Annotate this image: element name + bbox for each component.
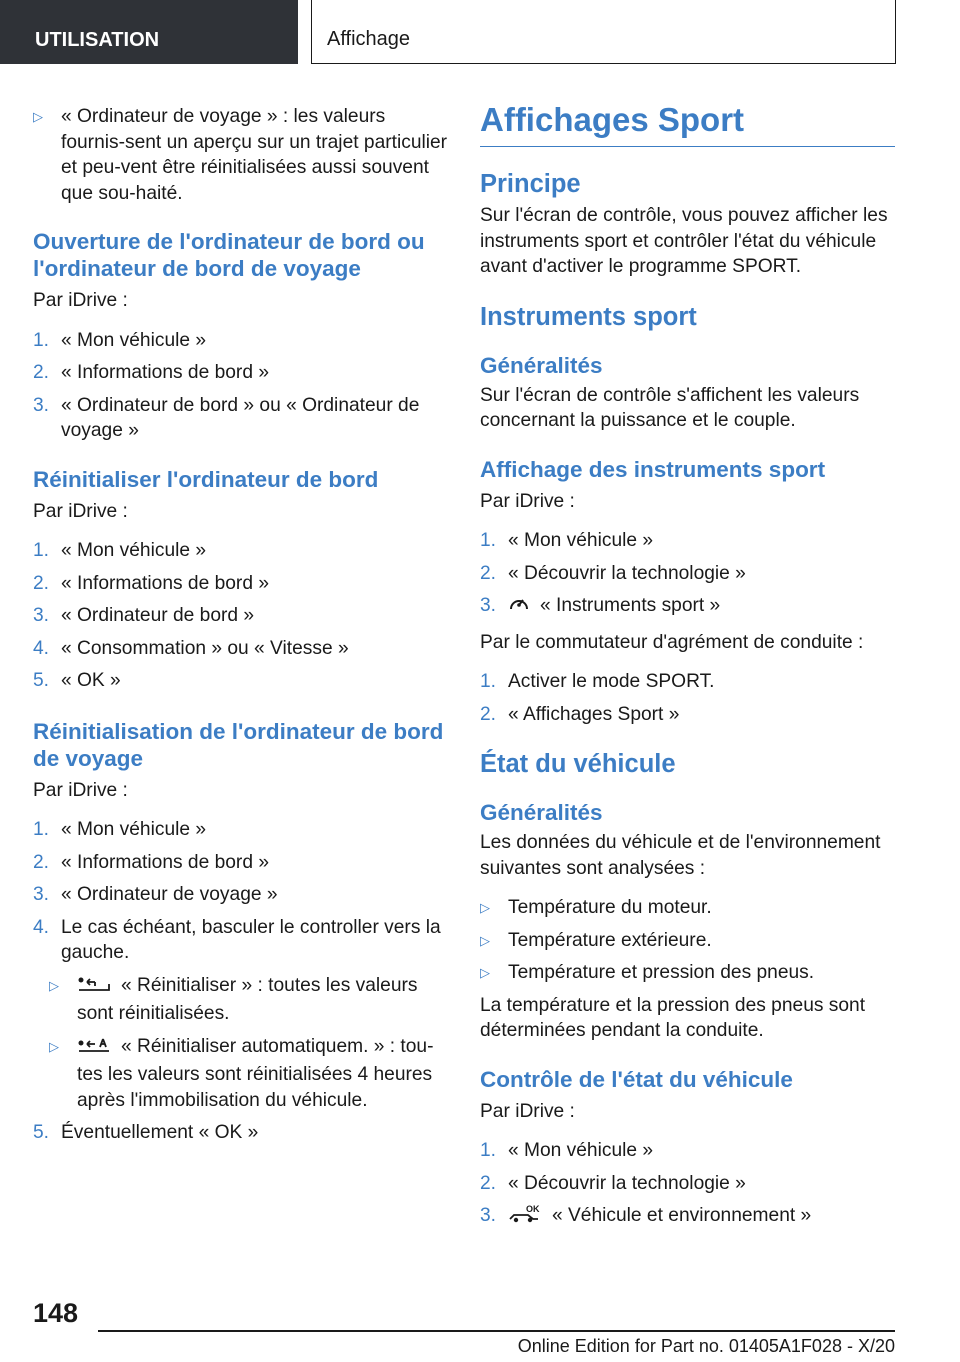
page-number: 148 xyxy=(33,1298,79,1328)
step-text: « Mon véhicule » xyxy=(61,329,207,351)
step-number: 3. xyxy=(33,605,50,626)
step-number: 3. xyxy=(480,1205,497,1226)
step-number: 1. xyxy=(480,530,497,551)
section-heading: Réinitialisation de l'ordinateur de bord de voyage xyxy=(33,718,444,771)
section-intro: Par iDrive : xyxy=(480,1100,575,1122)
subsection-heading: Généralités xyxy=(480,800,603,825)
footer-divider xyxy=(98,1330,895,1332)
section-tab: UTILISATION xyxy=(0,0,298,64)
list-item xyxy=(33,850,448,876)
car-ok-icon xyxy=(508,1204,542,1232)
step-number: 3. xyxy=(33,884,50,905)
step-text: « Véhicule et environnement » xyxy=(552,1205,812,1226)
right-column xyxy=(480,100,895,1232)
step-number: 1. xyxy=(33,329,50,351)
step-text: « Ordinateur de bord » xyxy=(61,605,255,626)
step-number: 2. xyxy=(33,572,50,594)
list-item xyxy=(33,1120,448,1146)
step-text: « Découvrir la technologie » xyxy=(508,562,746,584)
list-item xyxy=(480,960,895,986)
bullet-text: Température extérieure. xyxy=(508,929,712,951)
list-item xyxy=(480,528,895,554)
step-number: 4. xyxy=(33,637,50,659)
section-heading: État du véhicule xyxy=(480,750,676,778)
step-text: Éventuellement « OK » xyxy=(61,1122,259,1143)
edition-note: Online Edition for Part no. 01405A1F028 - X/20 xyxy=(517,1336,895,1356)
step-text: « Ordinateur de voyage » xyxy=(61,884,278,905)
step-text: « Instruments sport » xyxy=(540,595,721,616)
bullet-marker: ▷ xyxy=(49,977,59,993)
step-text: « Consommation » ou « Vitesse » xyxy=(61,637,349,659)
list-item xyxy=(33,973,448,1027)
bullet-marker: ▷ xyxy=(33,109,43,124)
step-number: 2. xyxy=(480,1172,497,1194)
list-item xyxy=(33,538,448,564)
step-text: Le cas échéant, basculer le controller vers la gauche. xyxy=(61,916,441,963)
page-header xyxy=(0,0,960,66)
step-number: 2. xyxy=(33,851,50,873)
bullet-marker: ▷ xyxy=(480,900,490,915)
step-text: Activer le mode SPORT. xyxy=(508,671,715,692)
step-number: 1. xyxy=(33,819,50,840)
step-text: « Mon véhicule » xyxy=(61,819,207,840)
step-text: « OK » xyxy=(61,670,121,691)
step-text: « Informations de bord » xyxy=(61,851,269,873)
paragraph: Par le commutateur d'agrément de conduite : xyxy=(480,631,864,653)
sub-item-text: « Réinitialiser » : toutes les valeurs sont réinitialisées. xyxy=(77,974,418,1024)
bullet-text: Température du moteur. xyxy=(508,897,712,918)
bullet-marker: ▷ xyxy=(49,1038,59,1054)
section-heading: Ouverture de l'ordinateur de bord ou l'ordinateur de bord de voyage xyxy=(33,229,425,281)
list-item xyxy=(480,1203,895,1232)
gauge-icon xyxy=(508,594,530,622)
section-intro: Par iDrive : xyxy=(33,500,128,522)
section-intro: Par iDrive : xyxy=(33,290,128,311)
list-item xyxy=(33,636,448,662)
list-item xyxy=(33,393,448,444)
svg-text:OK: OK xyxy=(526,1204,540,1214)
list-item xyxy=(480,702,895,728)
step-number: 1. xyxy=(33,540,50,561)
topic-tab: Affichage xyxy=(311,0,896,64)
step-number: 3. xyxy=(33,394,50,416)
list-item xyxy=(33,328,448,354)
list-item xyxy=(33,817,448,843)
section-intro: Par iDrive : xyxy=(33,779,128,801)
subsection-heading: Contrôle de l'état du véhicule xyxy=(480,1066,793,1092)
bullet-marker: ▷ xyxy=(480,965,490,980)
step-number: 5. xyxy=(33,1122,50,1143)
list-item xyxy=(33,1034,448,1114)
section-intro: Par iDrive : xyxy=(480,490,575,512)
step-number: 2. xyxy=(480,562,497,584)
paragraph: Les données du véhicule et de l'environnement suivantes sont analysées : xyxy=(480,832,881,879)
list-item xyxy=(33,603,448,629)
step-number: 3. xyxy=(480,595,497,616)
step-text: « Découvrir la technologie » xyxy=(508,1172,746,1194)
step-text: « Informations de bord » xyxy=(61,572,269,594)
paragraph: La température et la pression des pneus sont déterminées pendant la conduite. xyxy=(480,994,866,1041)
bullet-marker: ▷ xyxy=(480,932,490,948)
list-item xyxy=(480,1138,895,1164)
list-item xyxy=(480,928,895,954)
step-number: 5. xyxy=(33,670,50,691)
step-text: « Mon véhicule » xyxy=(61,540,207,561)
step-number: 2. xyxy=(33,362,50,383)
list-item xyxy=(480,895,895,921)
step-text: « Mon véhicule » xyxy=(508,530,654,551)
bullet-text: Température et pression des pneus. xyxy=(508,962,815,983)
list-item xyxy=(33,360,448,386)
list-item xyxy=(33,668,448,694)
section-heading: Réinitialiser l'ordinateur de bord xyxy=(33,466,379,492)
step-text: « Mon véhicule » xyxy=(508,1140,654,1161)
section-heading: Instruments sport xyxy=(480,302,697,331)
paragraph: Sur l'écran de contrôle s'affichent les valeurs concernant la puissance et le couple. xyxy=(480,384,860,431)
list-item xyxy=(480,593,895,622)
section-heading: Principe xyxy=(480,170,581,198)
list-item xyxy=(33,104,448,206)
step-text: « Affichages Sport » xyxy=(508,703,680,725)
list-item xyxy=(33,915,448,966)
step-number: 1. xyxy=(480,671,497,692)
list-item xyxy=(480,669,895,695)
step-number: 2. xyxy=(480,703,497,725)
reset-auto-icon xyxy=(77,1035,111,1063)
list-item xyxy=(33,882,448,908)
left-column xyxy=(33,98,448,1146)
step-text: « Ordinateur de bord » ou « Ordinateur de voyage » xyxy=(61,394,420,441)
step-text: « Informations de bord » xyxy=(61,362,269,383)
step-number: 1. xyxy=(480,1140,497,1161)
subsection-heading: Généralités xyxy=(480,352,603,378)
intro-bullet-text: « Ordinateur de voyage » : les valeurs fournis-sent un aperçu sur un trajet particulier et peu-vent être réinitialisées aussi souvent que sou-haité. xyxy=(61,106,448,204)
list-item xyxy=(480,561,895,587)
step-number: 4. xyxy=(33,916,50,938)
list-item xyxy=(33,571,448,597)
reset-icon xyxy=(77,974,111,1002)
paragraph: Sur l'écran de contrôle, vous pouvez afficher les instruments sport et contrôler l'état du véhicule avant d'activer le programme SPORT. xyxy=(480,205,888,277)
subsection-heading: Affichage des instruments sport xyxy=(480,456,826,482)
sub-item-text: « Réinitialiser automatiquem. » : tou-tes les valeurs sont réinitialisées 4 heures après l'immobilisation du véhicule. xyxy=(77,1035,434,1111)
list-item xyxy=(480,1171,895,1197)
chapter-title: Affichages Sport xyxy=(480,100,895,147)
